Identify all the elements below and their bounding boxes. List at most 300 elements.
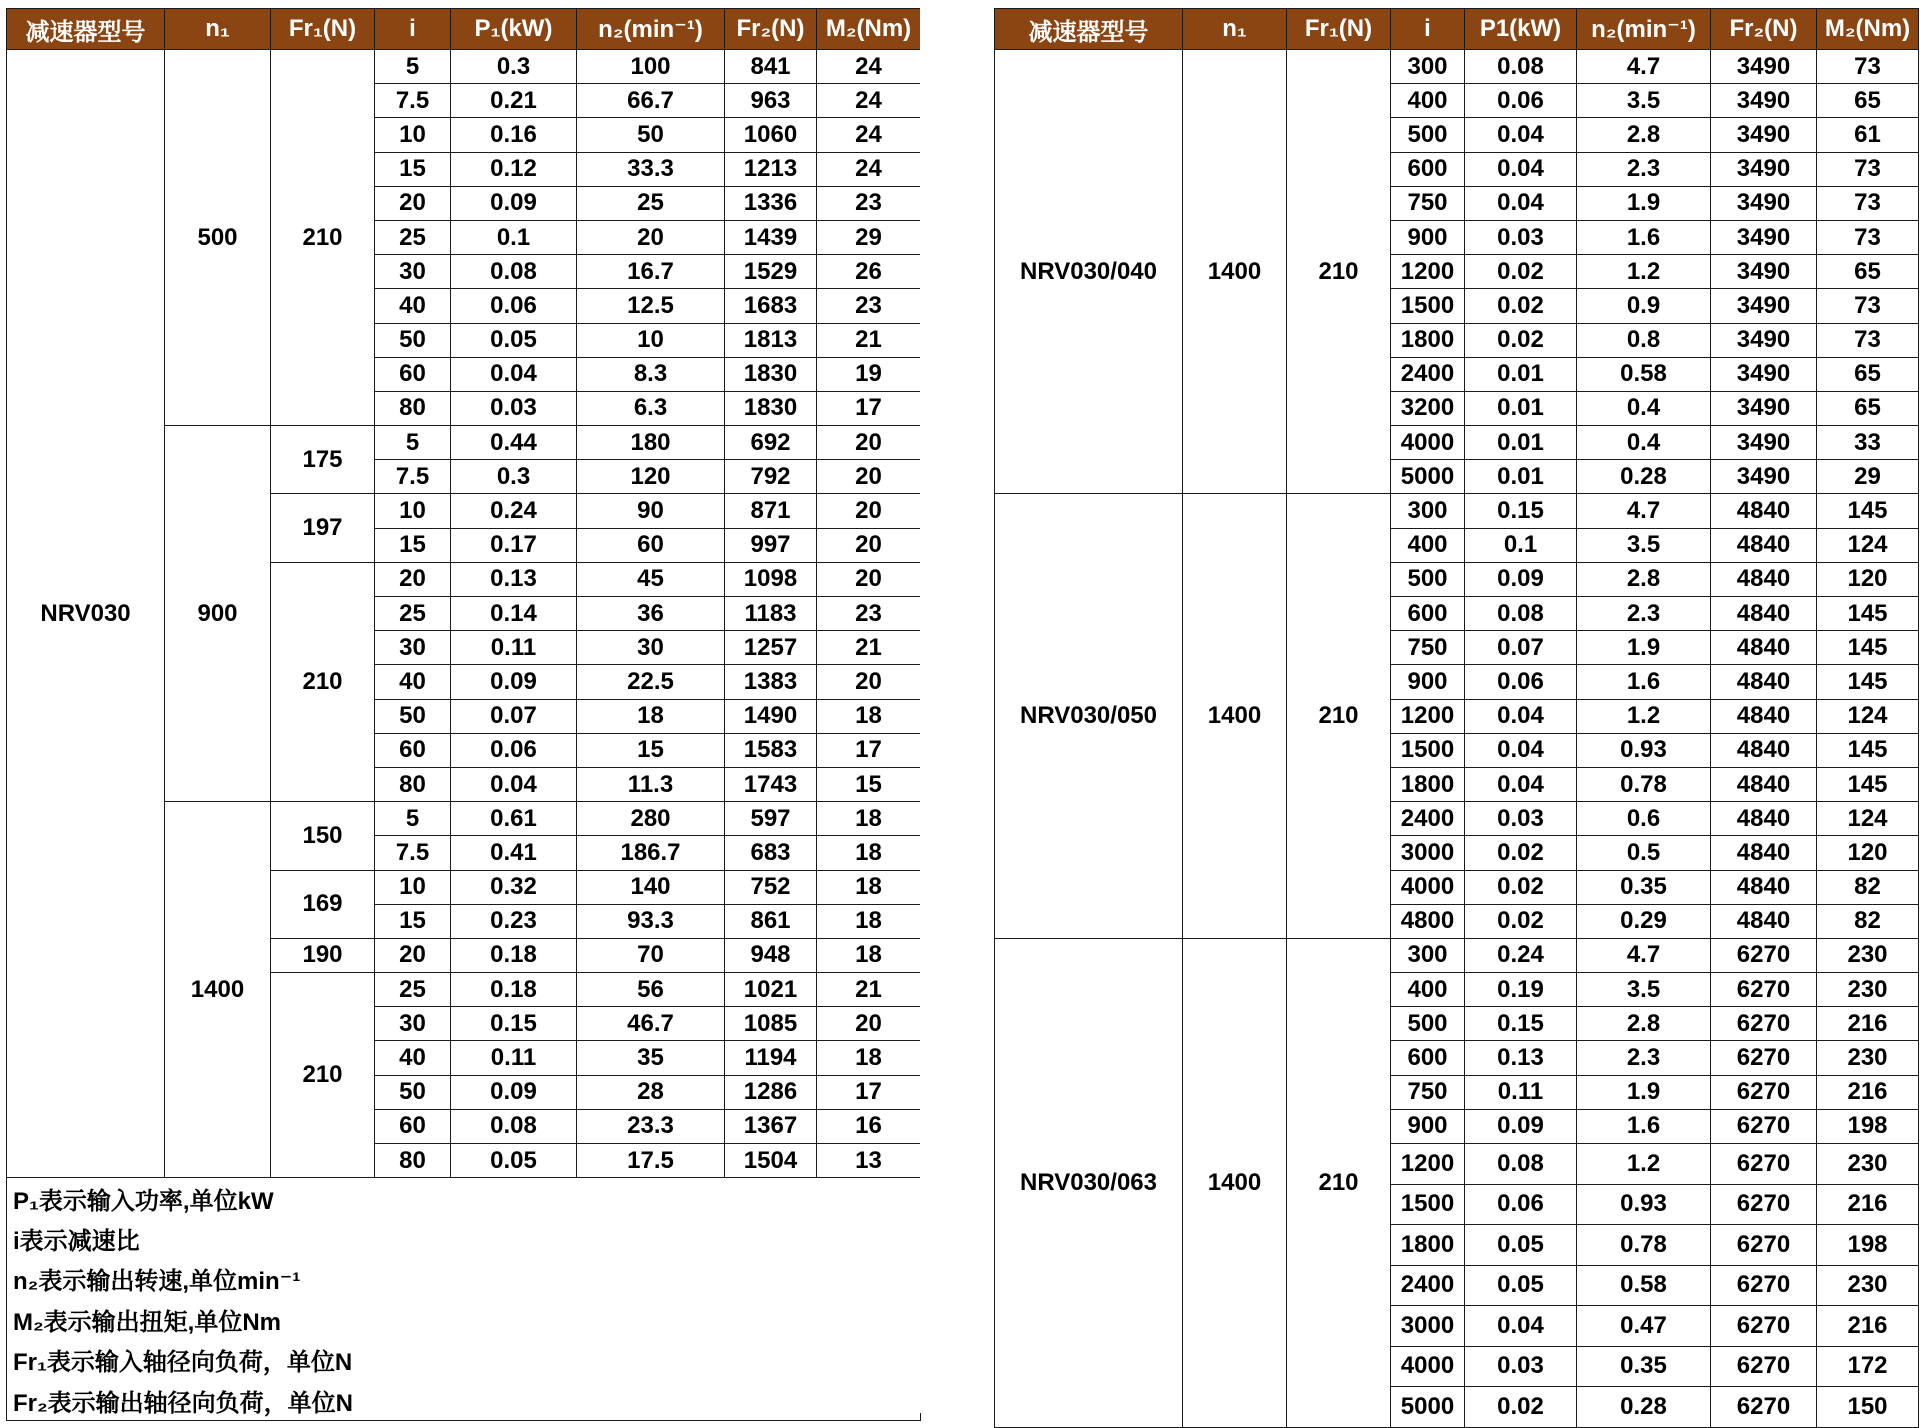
power-cell: 0.06 bbox=[451, 733, 577, 767]
torque-cell: 150 bbox=[1817, 1387, 1919, 1428]
output-load-cell: 1383 bbox=[725, 665, 817, 699]
ratio-cell: 1800 bbox=[1391, 1225, 1465, 1266]
torque-cell: 18 bbox=[817, 836, 921, 870]
output-speed-cell: 0.29 bbox=[1577, 904, 1711, 938]
torque-cell: 18 bbox=[817, 938, 921, 972]
output-load-cell: 6270 bbox=[1711, 1041, 1817, 1075]
output-speed-cell: 11.3 bbox=[577, 767, 725, 801]
power-cell: 0.04 bbox=[1465, 1306, 1577, 1347]
power-cell: 0.03 bbox=[1465, 220, 1577, 254]
torque-cell: 23 bbox=[817, 289, 921, 323]
ratio-cell: 5 bbox=[375, 50, 451, 84]
output-load-cell: 1194 bbox=[725, 1041, 817, 1075]
power-cell: 0.18 bbox=[451, 938, 577, 972]
ratio-cell: 4000 bbox=[1391, 426, 1465, 460]
ratio-cell: 50 bbox=[375, 699, 451, 733]
left-spec-table bbox=[6, 8, 921, 1421]
ratio-cell: 25 bbox=[375, 973, 451, 1007]
torque-cell: 65 bbox=[1817, 357, 1919, 391]
power-cell: 0.04 bbox=[1465, 767, 1577, 801]
output-speed-cell: 45 bbox=[577, 562, 725, 596]
input-speed-cell: 1400 bbox=[1183, 50, 1287, 494]
output-speed-cell: 2.3 bbox=[1577, 1041, 1711, 1075]
ratio-cell: 1500 bbox=[1391, 1184, 1465, 1225]
output-load-cell: 1583 bbox=[725, 733, 817, 767]
power-cell: 0.17 bbox=[451, 528, 577, 562]
power-cell: 0.04 bbox=[1465, 186, 1577, 220]
torque-cell: 145 bbox=[1817, 631, 1919, 665]
output-speed-cell: 60 bbox=[577, 528, 725, 562]
output-load-cell: 1021 bbox=[725, 973, 817, 1007]
power-cell: 0.19 bbox=[1465, 973, 1577, 1007]
output-load-cell: 3490 bbox=[1711, 426, 1817, 460]
output-load-cell: 3490 bbox=[1711, 152, 1817, 186]
output-speed-cell: 3.5 bbox=[1577, 528, 1711, 562]
torque-cell: 145 bbox=[1817, 767, 1919, 801]
power-cell: 0.23 bbox=[451, 904, 577, 938]
legend-text: Fr₂表示输出轴径向负荷，单位N bbox=[7, 1380, 921, 1421]
output-load-cell: 3490 bbox=[1711, 186, 1817, 220]
table-row bbox=[995, 938, 1919, 972]
ratio-cell: 600 bbox=[1391, 152, 1465, 186]
ratio-cell: 7.5 bbox=[375, 460, 451, 494]
output-load-cell: 4840 bbox=[1711, 665, 1817, 699]
torque-cell: 24 bbox=[817, 118, 921, 152]
torque-cell: 65 bbox=[1817, 391, 1919, 425]
torque-cell: 18 bbox=[817, 870, 921, 904]
power-cell: 0.07 bbox=[1465, 631, 1577, 665]
output-speed-cell: 0.4 bbox=[1577, 426, 1711, 460]
output-load-cell: 1257 bbox=[725, 631, 817, 665]
output-speed-cell: 0.8 bbox=[1577, 323, 1711, 357]
ratio-cell: 900 bbox=[1391, 665, 1465, 699]
power-cell: 0.05 bbox=[451, 323, 577, 357]
output-speed-cell: 8.3 bbox=[577, 357, 725, 391]
ratio-cell: 1200 bbox=[1391, 699, 1465, 733]
output-speed-cell: 4.7 bbox=[1577, 494, 1711, 528]
torque-cell: 73 bbox=[1817, 152, 1919, 186]
output-load-cell: 6270 bbox=[1711, 1225, 1817, 1266]
output-speed-cell: 3.5 bbox=[1577, 84, 1711, 118]
output-load-cell: 841 bbox=[725, 50, 817, 84]
ratio-cell: 5000 bbox=[1391, 460, 1465, 494]
power-cell: 0.04 bbox=[451, 357, 577, 391]
torque-cell: 24 bbox=[817, 152, 921, 186]
ratio-cell: 1800 bbox=[1391, 323, 1465, 357]
output-speed-cell: 140 bbox=[577, 870, 725, 904]
output-load-cell: 3490 bbox=[1711, 220, 1817, 254]
output-speed-cell: 1.9 bbox=[1577, 1075, 1711, 1109]
output-speed-cell: 25 bbox=[577, 186, 725, 220]
column-header: P₁(kW) bbox=[451, 9, 577, 50]
torque-cell: 230 bbox=[1817, 938, 1919, 972]
power-cell: 0.05 bbox=[1465, 1265, 1577, 1306]
torque-cell: 61 bbox=[1817, 118, 1919, 152]
ratio-cell: 400 bbox=[1391, 973, 1465, 1007]
output-speed-cell: 12.5 bbox=[577, 289, 725, 323]
output-load-cell: 4840 bbox=[1711, 494, 1817, 528]
torque-cell: 20 bbox=[817, 426, 921, 460]
torque-cell: 29 bbox=[817, 220, 921, 254]
torque-cell: 230 bbox=[1817, 1041, 1919, 1075]
ratio-cell: 40 bbox=[375, 1041, 451, 1075]
power-cell: 0.02 bbox=[1465, 323, 1577, 357]
torque-cell: 82 bbox=[1817, 904, 1919, 938]
column-header: n₁ bbox=[165, 9, 271, 50]
output-load-cell: 1367 bbox=[725, 1109, 817, 1143]
torque-cell: 29 bbox=[1817, 460, 1919, 494]
output-speed-cell: 1.6 bbox=[1577, 1109, 1711, 1143]
torque-cell: 17 bbox=[817, 391, 921, 425]
torque-cell: 20 bbox=[817, 562, 921, 596]
output-speed-cell: 3.5 bbox=[1577, 973, 1711, 1007]
output-load-cell: 3490 bbox=[1711, 460, 1817, 494]
torque-cell: 23 bbox=[817, 186, 921, 220]
input-speed-cell: 500 bbox=[165, 50, 271, 426]
output-load-cell: 6270 bbox=[1711, 1346, 1817, 1387]
output-load-cell: 4840 bbox=[1711, 699, 1817, 733]
ratio-cell: 900 bbox=[1391, 1109, 1465, 1143]
ratio-cell: 3000 bbox=[1391, 1306, 1465, 1347]
output-load-cell: 871 bbox=[725, 494, 817, 528]
power-cell: 0.11 bbox=[1465, 1075, 1577, 1109]
output-load-cell: 6270 bbox=[1711, 1144, 1817, 1185]
torque-cell: 73 bbox=[1817, 50, 1919, 84]
torque-cell: 73 bbox=[1817, 323, 1919, 357]
ratio-cell: 750 bbox=[1391, 186, 1465, 220]
output-speed-cell: 16.7 bbox=[577, 255, 725, 289]
output-speed-cell: 18 bbox=[577, 699, 725, 733]
torque-cell: 15 bbox=[817, 767, 921, 801]
torque-cell: 20 bbox=[817, 528, 921, 562]
power-cell: 0.06 bbox=[1465, 1184, 1577, 1225]
torque-cell: 17 bbox=[817, 733, 921, 767]
output-speed-cell: 0.58 bbox=[1577, 357, 1711, 391]
output-load-cell: 1286 bbox=[725, 1075, 817, 1109]
output-speed-cell: 70 bbox=[577, 938, 725, 972]
model-cell: NRV030/063 bbox=[995, 938, 1183, 1427]
ratio-cell: 15 bbox=[375, 904, 451, 938]
output-speed-cell: 186.7 bbox=[577, 836, 725, 870]
output-speed-cell: 36 bbox=[577, 597, 725, 631]
power-cell: 0.02 bbox=[1465, 870, 1577, 904]
legend-text: Fr₁表示输入轴径向负荷，单位N bbox=[7, 1340, 921, 1381]
power-cell: 0.15 bbox=[451, 1007, 577, 1041]
power-cell: 0.1 bbox=[1465, 528, 1577, 562]
ratio-cell: 80 bbox=[375, 1144, 451, 1178]
legend-row bbox=[7, 1218, 921, 1259]
output-load-cell: 3490 bbox=[1711, 84, 1817, 118]
output-load-cell: 683 bbox=[725, 836, 817, 870]
torque-cell: 20 bbox=[817, 665, 921, 699]
power-cell: 0.06 bbox=[1465, 84, 1577, 118]
output-load-cell: 1085 bbox=[725, 1007, 817, 1041]
power-cell: 0.41 bbox=[451, 836, 577, 870]
output-speed-cell: 0.6 bbox=[1577, 802, 1711, 836]
ratio-cell: 750 bbox=[1391, 631, 1465, 665]
power-cell: 0.05 bbox=[451, 1144, 577, 1178]
torque-cell: 24 bbox=[817, 84, 921, 118]
output-speed-cell: 100 bbox=[577, 50, 725, 84]
output-load-cell: 692 bbox=[725, 426, 817, 460]
torque-cell: 198 bbox=[1817, 1225, 1919, 1266]
output-speed-cell: 50 bbox=[577, 118, 725, 152]
output-speed-cell: 0.93 bbox=[1577, 1184, 1711, 1225]
column-header: n₁ bbox=[1183, 9, 1287, 50]
output-speed-cell: 120 bbox=[577, 460, 725, 494]
output-load-cell: 997 bbox=[725, 528, 817, 562]
torque-cell: 20 bbox=[817, 1007, 921, 1041]
torque-cell: 23 bbox=[817, 597, 921, 631]
ratio-cell: 900 bbox=[1391, 220, 1465, 254]
power-cell: 0.02 bbox=[1465, 255, 1577, 289]
output-speed-cell: 0.78 bbox=[1577, 767, 1711, 801]
output-load-cell: 4840 bbox=[1711, 870, 1817, 904]
power-cell: 0.3 bbox=[451, 50, 577, 84]
torque-cell: 172 bbox=[1817, 1346, 1919, 1387]
output-speed-cell: 30 bbox=[577, 631, 725, 665]
torque-cell: 17 bbox=[817, 1075, 921, 1109]
torque-cell: 20 bbox=[817, 494, 921, 528]
output-load-cell: 4840 bbox=[1711, 631, 1817, 665]
power-cell: 0.09 bbox=[1465, 562, 1577, 596]
output-load-cell: 6270 bbox=[1711, 938, 1817, 972]
output-load-cell: 1830 bbox=[725, 357, 817, 391]
output-load-cell: 3490 bbox=[1711, 323, 1817, 357]
column-header: 减速器型号 bbox=[995, 9, 1183, 50]
output-load-cell: 1336 bbox=[725, 186, 817, 220]
output-load-cell: 4840 bbox=[1711, 767, 1817, 801]
torque-cell: 124 bbox=[1817, 699, 1919, 733]
torque-cell: 21 bbox=[817, 323, 921, 357]
input-speed-cell: 900 bbox=[165, 426, 271, 802]
output-speed-cell: 1.2 bbox=[1577, 699, 1711, 733]
ratio-cell: 5000 bbox=[1391, 1387, 1465, 1428]
torque-cell: 33 bbox=[1817, 426, 1919, 460]
input-load-cell: 169 bbox=[271, 870, 375, 938]
input-load-cell: 210 bbox=[271, 973, 375, 1178]
power-cell: 0.24 bbox=[451, 494, 577, 528]
legend-row bbox=[7, 1299, 921, 1340]
ratio-cell: 500 bbox=[1391, 118, 1465, 152]
input-speed-cell: 1400 bbox=[1183, 938, 1287, 1427]
torque-cell: 16 bbox=[817, 1109, 921, 1143]
output-load-cell: 1060 bbox=[725, 118, 817, 152]
output-load-cell: 6270 bbox=[1711, 1306, 1817, 1347]
ratio-cell: 15 bbox=[375, 528, 451, 562]
output-load-cell: 1098 bbox=[725, 562, 817, 596]
torque-cell: 124 bbox=[1817, 528, 1919, 562]
power-cell: 0.03 bbox=[1465, 802, 1577, 836]
output-speed-cell: 6.3 bbox=[577, 391, 725, 425]
legend-row bbox=[7, 1259, 921, 1300]
torque-cell: 65 bbox=[1817, 84, 1919, 118]
torque-cell: 120 bbox=[1817, 836, 1919, 870]
output-speed-cell: 4.7 bbox=[1577, 50, 1711, 84]
power-cell: 0.02 bbox=[1465, 836, 1577, 870]
output-load-cell: 4840 bbox=[1711, 802, 1817, 836]
ratio-cell: 2400 bbox=[1391, 802, 1465, 836]
output-speed-cell: 0.9 bbox=[1577, 289, 1711, 323]
model-cell: NRV030/040 bbox=[995, 50, 1183, 494]
power-cell: 0.09 bbox=[451, 186, 577, 220]
output-speed-cell: 2.3 bbox=[1577, 152, 1711, 186]
output-speed-cell: 10 bbox=[577, 323, 725, 357]
ratio-cell: 1200 bbox=[1391, 255, 1465, 289]
power-cell: 0.09 bbox=[451, 665, 577, 699]
power-cell: 0.13 bbox=[451, 562, 577, 596]
torque-cell: 24 bbox=[817, 50, 921, 84]
power-cell: 0.02 bbox=[1465, 1387, 1577, 1428]
power-cell: 0.04 bbox=[451, 767, 577, 801]
torque-cell: 26 bbox=[817, 255, 921, 289]
ratio-cell: 1200 bbox=[1391, 1144, 1465, 1185]
output-speed-cell: 0.28 bbox=[1577, 1387, 1711, 1428]
output-speed-cell: 28 bbox=[577, 1075, 725, 1109]
input-speed-cell: 1400 bbox=[165, 802, 271, 1178]
column-header: Fr₁(N) bbox=[271, 9, 375, 50]
input-load-cell: 210 bbox=[1287, 50, 1391, 494]
output-load-cell: 1183 bbox=[725, 597, 817, 631]
ratio-cell: 500 bbox=[1391, 562, 1465, 596]
ratio-cell: 2400 bbox=[1391, 357, 1465, 391]
power-cell: 0.61 bbox=[451, 802, 577, 836]
output-speed-cell: 180 bbox=[577, 426, 725, 460]
output-speed-cell: 35 bbox=[577, 1041, 725, 1075]
column-header: Fr₁(N) bbox=[1287, 9, 1391, 50]
output-speed-cell: 66.7 bbox=[577, 84, 725, 118]
ratio-cell: 15 bbox=[375, 152, 451, 186]
column-header: n₂(min⁻¹) bbox=[1577, 9, 1711, 50]
torque-cell: 18 bbox=[817, 802, 921, 836]
output-load-cell: 4840 bbox=[1711, 733, 1817, 767]
power-cell: 0.08 bbox=[451, 255, 577, 289]
output-load-cell: 1439 bbox=[725, 220, 817, 254]
torque-cell: 216 bbox=[1817, 1075, 1919, 1109]
table-row bbox=[7, 50, 921, 84]
output-speed-cell: 0.35 bbox=[1577, 1346, 1711, 1387]
legend-text: n₂表示输出转速,单位min⁻¹ bbox=[7, 1259, 921, 1300]
ratio-cell: 50 bbox=[375, 323, 451, 357]
ratio-cell: 80 bbox=[375, 767, 451, 801]
ratio-cell: 60 bbox=[375, 733, 451, 767]
power-cell: 0.04 bbox=[1465, 118, 1577, 152]
ratio-cell: 1500 bbox=[1391, 733, 1465, 767]
ratio-cell: 40 bbox=[375, 665, 451, 699]
ratio-cell: 400 bbox=[1391, 528, 1465, 562]
output-speed-cell: 56 bbox=[577, 973, 725, 1007]
output-speed-cell: 33.3 bbox=[577, 152, 725, 186]
torque-cell: 198 bbox=[1817, 1109, 1919, 1143]
power-cell: 0.08 bbox=[451, 1109, 577, 1143]
input-load-cell: 150 bbox=[271, 802, 375, 870]
output-speed-cell: 280 bbox=[577, 802, 725, 836]
ratio-cell: 60 bbox=[375, 1109, 451, 1143]
ratio-cell: 300 bbox=[1391, 50, 1465, 84]
output-load-cell: 1213 bbox=[725, 152, 817, 186]
torque-cell: 21 bbox=[817, 973, 921, 1007]
power-cell: 0.15 bbox=[1465, 1007, 1577, 1041]
model-cell: NRV030 bbox=[7, 50, 165, 1178]
output-load-cell: 3490 bbox=[1711, 357, 1817, 391]
output-speed-cell: 2.8 bbox=[1577, 1007, 1711, 1041]
legend-row bbox=[7, 1340, 921, 1381]
output-speed-cell: 90 bbox=[577, 494, 725, 528]
ratio-cell: 50 bbox=[375, 1075, 451, 1109]
output-speed-cell: 4.7 bbox=[1577, 938, 1711, 972]
input-load-cell: 210 bbox=[1287, 938, 1391, 1427]
output-speed-cell: 0.78 bbox=[1577, 1225, 1711, 1266]
torque-cell: 145 bbox=[1817, 597, 1919, 631]
legend-text: M₂表示输出扭矩,单位Nm bbox=[7, 1299, 921, 1340]
output-load-cell: 6270 bbox=[1711, 1007, 1817, 1041]
output-speed-cell: 1.9 bbox=[1577, 186, 1711, 220]
output-speed-cell: 22.5 bbox=[577, 665, 725, 699]
ratio-cell: 4800 bbox=[1391, 904, 1465, 938]
column-header: P1(kW) bbox=[1465, 9, 1577, 50]
output-load-cell: 1813 bbox=[725, 323, 817, 357]
output-load-cell: 6270 bbox=[1711, 973, 1817, 1007]
torque-cell: 13 bbox=[817, 1144, 921, 1178]
torque-cell: 18 bbox=[817, 904, 921, 938]
power-cell: 0.08 bbox=[1465, 1144, 1577, 1185]
ratio-cell: 25 bbox=[375, 220, 451, 254]
output-speed-cell: 1.2 bbox=[1577, 1144, 1711, 1185]
output-speed-cell: 1.6 bbox=[1577, 665, 1711, 699]
ratio-cell: 7.5 bbox=[375, 84, 451, 118]
model-cell: NRV030/050 bbox=[995, 494, 1183, 938]
power-cell: 0.11 bbox=[451, 1041, 577, 1075]
output-speed-cell: 23.3 bbox=[577, 1109, 725, 1143]
output-load-cell: 6270 bbox=[1711, 1184, 1817, 1225]
torque-cell: 145 bbox=[1817, 494, 1919, 528]
torque-cell: 145 bbox=[1817, 665, 1919, 699]
torque-cell: 73 bbox=[1817, 289, 1919, 323]
ratio-cell: 25 bbox=[375, 597, 451, 631]
torque-cell: 216 bbox=[1817, 1184, 1919, 1225]
output-load-cell: 1490 bbox=[725, 699, 817, 733]
output-speed-cell: 93.3 bbox=[577, 904, 725, 938]
ratio-cell: 7.5 bbox=[375, 836, 451, 870]
output-speed-cell: 0.5 bbox=[1577, 836, 1711, 870]
torque-cell: 120 bbox=[1817, 562, 1919, 596]
output-load-cell: 4840 bbox=[1711, 597, 1817, 631]
output-speed-cell: 0.47 bbox=[1577, 1306, 1711, 1347]
legend-text: P₁表示输入功率,单位kW bbox=[7, 1178, 921, 1219]
column-header: 减速器型号 bbox=[7, 9, 165, 50]
input-load-cell: 210 bbox=[271, 50, 375, 426]
output-speed-cell: 2.8 bbox=[1577, 562, 1711, 596]
ratio-cell: 4000 bbox=[1391, 870, 1465, 904]
power-cell: 0.08 bbox=[1465, 597, 1577, 631]
ratio-cell: 400 bbox=[1391, 84, 1465, 118]
right-table-body bbox=[995, 50, 1919, 1428]
column-header: Fr₂(N) bbox=[725, 9, 817, 50]
right-header-row bbox=[995, 9, 1919, 50]
legend-row bbox=[7, 1178, 921, 1219]
ratio-cell: 80 bbox=[375, 391, 451, 425]
power-cell: 0.02 bbox=[1465, 289, 1577, 323]
input-load-cell: 190 bbox=[271, 938, 375, 972]
power-cell: 0.3 bbox=[451, 460, 577, 494]
output-load-cell: 6270 bbox=[1711, 1109, 1817, 1143]
output-speed-cell: 20 bbox=[577, 220, 725, 254]
torque-cell: 73 bbox=[1817, 220, 1919, 254]
output-load-cell: 597 bbox=[725, 802, 817, 836]
output-speed-cell: 0.4 bbox=[1577, 391, 1711, 425]
torque-cell: 19 bbox=[817, 357, 921, 391]
column-header: i bbox=[1391, 9, 1465, 50]
